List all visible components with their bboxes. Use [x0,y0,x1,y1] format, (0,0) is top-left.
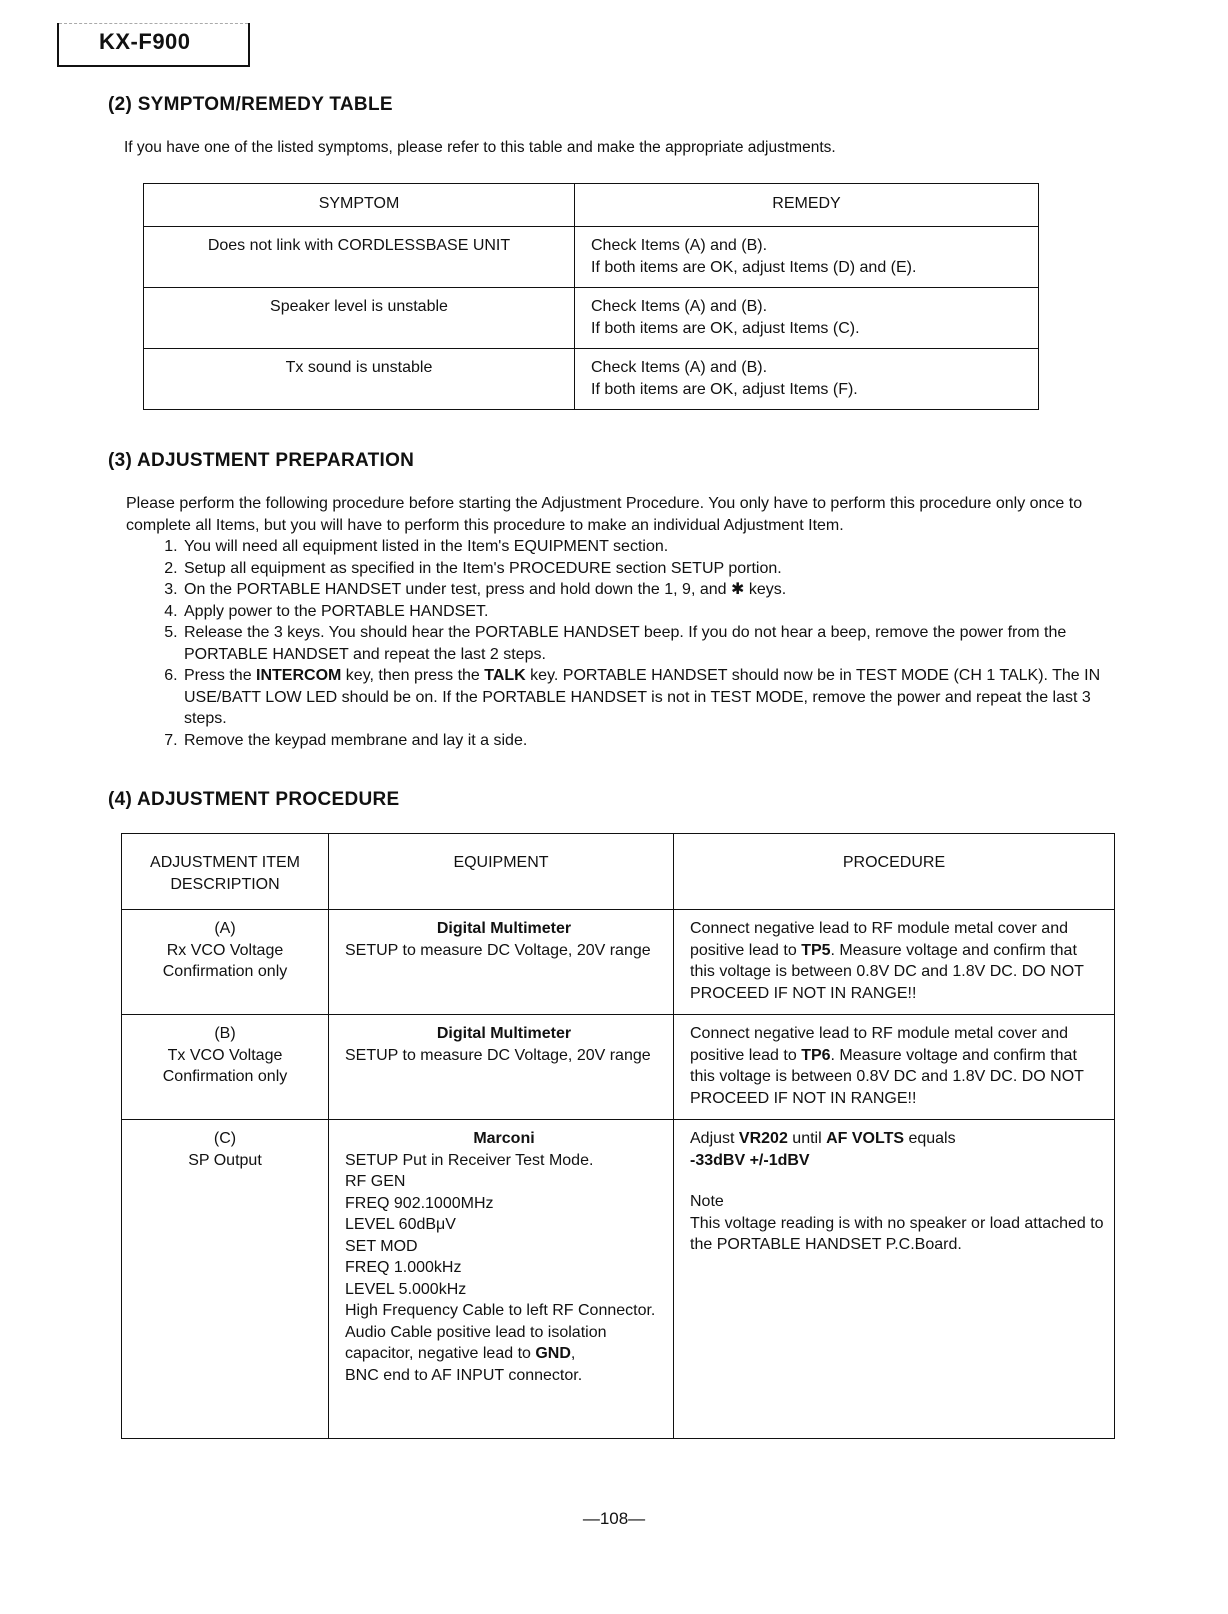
procedure-text: . Measure voltage and confirm that this voltage is between 0.8V DC and 1.8V DC. DO NOT PROCEED IF NOT IN RANGE!! [690,941,1084,1002]
remedy-line: Check Items (A) and (B). [591,359,768,376]
table-row [122,910,1115,1015]
equipment-cell [329,1120,674,1439]
adjustment-procedure-table [121,833,1115,1439]
symptom-cell: Speaker level is unstable [144,288,575,349]
procedure-cell [674,1015,1115,1120]
preparation-intro: Please perform the following procedure before starting the Adjustment Procedure. You only have to perform this procedure only once to complete all Items, but you will have to perform this procedure to make an individual Adjustment Item. [126,495,1083,534]
procedure-text: equals [904,1130,956,1147]
equipment-cell [329,1015,674,1120]
remedy-cell [575,227,1039,288]
procedure-text: until [787,1130,827,1147]
target-value: -33dBV +/-1dBV [690,1151,810,1169]
col-header-item: ADJUSTMENT ITEM DESCRIPTION [122,834,329,910]
procedure-text: . Measure voltage and confirm that this voltage is between 0.8V DC and 1.8V DC. DO NOT PROCEED IF NOT IN RANGE!! [690,1046,1084,1107]
equipment-line: LEVEL 60dBμV [345,1216,456,1233]
equipment-line: , [570,1345,576,1362]
equipment-line: SETUP Put in Receiver Test Mode. [345,1151,594,1169]
list-item: 5. Release the 3 keys. You should hear the PORTABLE HANDSET beep. If you do not hear a beep, remove the power from the PORTABLE HANDSET and repeat the last 2 steps. [182,622,1106,665]
remedy-cell [575,349,1039,410]
item-line: Rx VCO Voltage [166,941,284,959]
equipment-text: SETUP to measure DC Voltage, 20V range [345,941,651,959]
step6-text: Press the [184,667,257,684]
list-item [182,665,1106,730]
list-item: 3. On the PORTABLE HANDSET under test, press and hold down the 1, 9, and ✱ keys. [182,579,1106,601]
item-line: (A) [214,920,236,937]
procedure-section-title: (4) ADJUSTMENT PROCEDURE [108,789,400,810]
item-cell [122,910,329,1015]
procedure-text: Adjust [690,1130,739,1147]
col-header-equipment: EQUIPMENT [329,834,674,910]
talk-key-label: TALK [484,667,526,684]
procedure-line [690,1128,1104,1150]
symptom-remedy-table [143,183,1039,410]
symptom-cell: Does not link with CORDLESSBASE UNIT [144,227,575,288]
remedy-cell [575,288,1039,349]
list-item: 2. Setup all equipment as specified in the Item's PROCEDURE section SETUP portion. [182,558,1106,580]
equipment-line: SET MOD [345,1237,418,1255]
af-volts-label: AF VOLTS [826,1130,905,1147]
preparation-steps [126,536,1106,751]
item-line: (B) [214,1025,236,1042]
procedure-text: Connect negative lead to RF module metal cover and positive lead to [690,920,1068,959]
equipment-line: LEVEL 5.000kHz [345,1280,467,1298]
symptom-intro: If you have one of the listed symptoms, please refer to this table and make the appropriate adjustments. [124,139,836,156]
remedy-line: If both items are OK, adjust Items (D) and (E). [591,258,917,276]
test-point-label: TP6 [801,1046,831,1064]
table-row [144,349,1039,410]
remedy-line: Check Items (A) and (B). [591,237,768,254]
gnd-label: GND [535,1345,571,1362]
header-dash-line [59,23,248,24]
table-row [144,227,1039,288]
list-item: 1. You will need all equipment listed in the Item's EQUIPMENT section. [182,536,1106,558]
item-cell [122,1015,329,1120]
table-row [144,288,1039,349]
equipment-cell [329,910,674,1015]
item-cell [122,1120,329,1439]
note-text: This voltage reading is with no speaker or load attached to the PORTABLE HANDSET P.C.Board. [690,1214,1104,1253]
step6-text: key. PORTABLE HANDSET should now be in TEST MODE (CH 1 TALK). The IN USE/BATT LOW LED should be on. If the PORTABLE HANDSET is not in TEST MODE, remove the power and repeat the last 3 steps. [184,667,1101,727]
item-line: SP Output [188,1151,262,1169]
equipment-text: SETUP to measure DC Voltage, 20V range [345,1046,651,1064]
equipment-line: RF GEN [345,1173,406,1190]
vr-label: VR202 [738,1130,788,1147]
item-line: Confirmation only [162,963,288,980]
remedy-line: If both items are OK, adjust Items (F). [591,380,858,398]
item-line: (C) [213,1130,237,1147]
step6-text: key, then press the [341,667,485,684]
equipment-line: High Frequency Cable to left RF Connector. Audio Cable positive lead to isolation capacitor, negative lead to [345,1302,656,1362]
col-header-symptom: SYMPTOM [144,184,575,227]
equipment-line: BNC end to AF INPUT connector. [345,1366,583,1384]
table-row [122,1120,1115,1439]
list-item: 7. Remove the keypad membrane and lay it a side. [182,730,1106,752]
equipment-title: Digital Multimeter [436,920,572,937]
preparation-body [126,493,1106,751]
model-label-box [57,23,250,67]
col-header-remedy: REMEDY [575,184,1039,227]
table-header-row [122,834,1115,910]
procedure-cell [674,1120,1115,1439]
equipment-cable-text [345,1300,663,1365]
equipment-line: FREQ 1.000kHz [345,1259,462,1276]
note-title: Note [690,1193,724,1210]
equipment-title: Digital Multimeter [436,1025,572,1042]
item-line: Confirmation only [162,1068,288,1085]
table-header-row [144,184,1039,227]
model-label: KX-F900 [99,29,191,54]
item-line: Tx VCO Voltage [167,1046,283,1064]
remedy-line: If both items are OK, adjust Items (C). [591,319,860,337]
col-header-procedure: PROCEDURE [674,834,1115,910]
equipment-line: FREQ 902.1000MHz [345,1194,494,1212]
preparation-section-title: (3) ADJUSTMENT PREPARATION [108,450,415,471]
procedure-cell [674,910,1115,1015]
table-row [122,1015,1115,1120]
list-item: 4. Apply power to the PORTABLE HANDSET. [182,601,1106,623]
intercom-key-label: INTERCOM [256,667,342,684]
test-point-label: TP5 [801,941,831,959]
equipment-title: Marconi [473,1130,535,1147]
remedy-line: Check Items (A) and (B). [591,298,768,315]
symptom-section-title: (2) SYMPTOM/REMEDY TABLE [108,94,393,115]
page-number: —108— [582,1509,646,1528]
symptom-cell: Tx sound is unstable [144,349,575,410]
procedure-text: Connect negative lead to RF module metal cover and positive lead to [690,1025,1068,1064]
